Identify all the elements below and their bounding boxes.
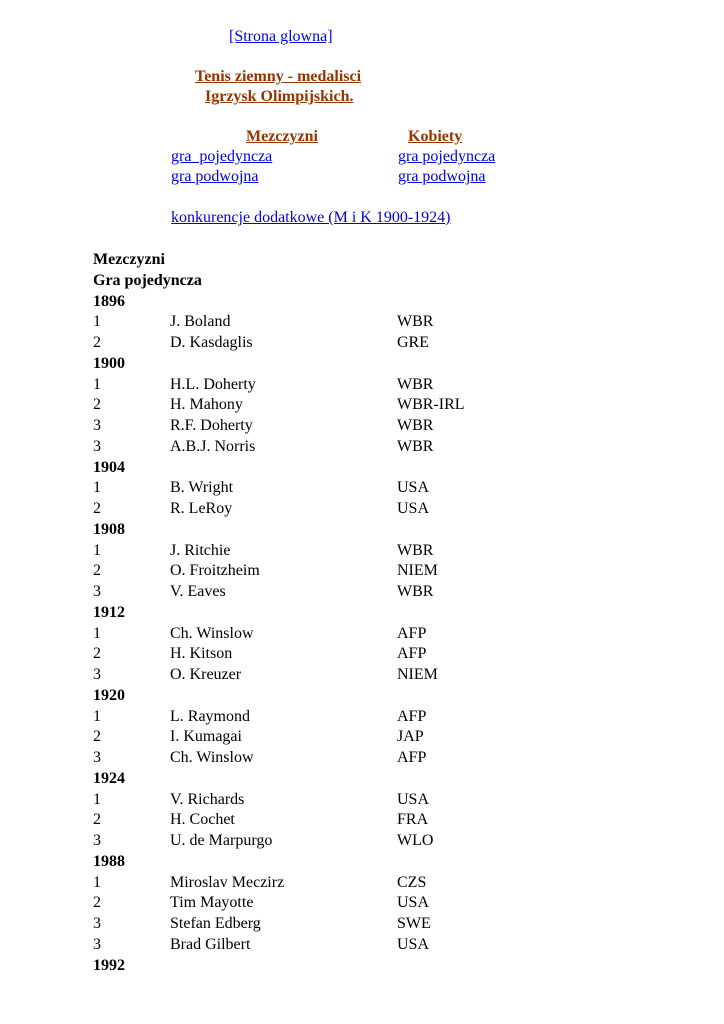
year-heading: [93, 769, 593, 790]
athlete-name: Stefan Edberg: [170, 915, 261, 932]
medalist-row: [93, 437, 593, 458]
medal-place: 2: [93, 811, 101, 829]
section-heading-men: [93, 250, 593, 271]
medal-place: 3: [93, 935, 101, 953]
medal-place: 2: [93, 562, 101, 580]
medal-place: 3: [93, 437, 101, 455]
country-code: FRA: [397, 811, 429, 829]
country-code: USA: [397, 479, 430, 497]
men-doubles-link[interactable]: gra podwojna: [171, 168, 259, 185]
year-heading: [93, 354, 593, 375]
year-label: 1896: [93, 292, 125, 310]
country-code: USA: [397, 500, 430, 517]
athlete-name: V. Eaves: [170, 583, 226, 600]
medal-place: 3: [93, 417, 101, 434]
medal-place: 1: [93, 624, 101, 642]
page-title-line1: Tenis ziemny - medalisci: [195, 68, 362, 85]
country-code: SWE: [397, 915, 431, 932]
medalist-row: [93, 333, 593, 354]
country-code: WBR: [397, 541, 434, 559]
athlete-name: H. Mahony: [170, 396, 243, 414]
country-code: WBR-IRL: [397, 396, 465, 414]
medalist-row: [93, 790, 593, 811]
women-category-header: Kobiety: [408, 128, 463, 145]
medalist-row: [93, 499, 593, 520]
medalist-row: [93, 416, 593, 437]
medalist-row: [93, 541, 593, 562]
athlete-name: I. Kumagai: [170, 728, 242, 746]
country-code: USA: [397, 790, 430, 808]
men-category-header: Mezczyzni: [246, 128, 318, 145]
medal-place: 1: [93, 707, 101, 725]
medal-place: 1: [93, 790, 101, 808]
year-heading: [93, 956, 593, 977]
year-heading: [93, 520, 593, 541]
year-label: 1908: [93, 520, 125, 538]
country-code: AFP: [397, 624, 427, 642]
year-heading: [93, 292, 593, 313]
medalist-row: [93, 561, 593, 582]
year-heading: [93, 686, 593, 707]
country-code: WLO: [397, 832, 434, 849]
country-code: WBR: [397, 313, 434, 331]
athlete-name: L. Raymond: [170, 707, 250, 725]
medal-place: 3: [93, 583, 101, 600]
medal-place: 2: [93, 396, 101, 414]
section-heading-singles-text: Gra pojedyncza: [93, 271, 202, 289]
section-heading-singles: [93, 271, 593, 292]
medalist-row: [93, 312, 593, 333]
medal-place: 2: [93, 500, 101, 517]
medalist-row: [93, 727, 593, 748]
country-code: WBR: [397, 583, 434, 600]
medalist-row: [93, 665, 593, 686]
medalist-row: [93, 624, 593, 645]
medal-place: 3: [93, 915, 101, 932]
athlete-name: J. Ritchie: [170, 541, 231, 559]
results-body: [93, 292, 593, 977]
country-code: JAP: [397, 728, 424, 746]
year-label: 1912: [93, 603, 125, 621]
medal-place: 1: [93, 873, 101, 891]
medalist-row: [93, 707, 593, 728]
year-label: 1920: [93, 686, 125, 704]
athlete-name: U. de Marpurgo: [170, 832, 273, 849]
page-title-line2: Igrzysk Olimpijskich.: [205, 88, 354, 105]
men-singles-link[interactable]: gra pojedyncza: [171, 148, 273, 165]
extra-events-link[interactable]: konkurencje dodatkowe (M i K 1900-1924): [171, 209, 451, 226]
medal-place: 1: [93, 313, 101, 331]
country-code: WBR: [397, 437, 434, 455]
medal-place: 1: [93, 479, 101, 497]
country-code: AFP: [397, 749, 427, 766]
women-singles-link[interactable]: gra pojedyncza: [398, 148, 496, 165]
section-heading-men-text: Mezczyzni: [93, 251, 165, 268]
medalist-row: [93, 893, 593, 914]
medal-place: 2: [93, 334, 101, 351]
country-code: AFP: [397, 645, 427, 663]
medalist-row: [93, 914, 593, 935]
medalist-row: [93, 375, 593, 396]
medal-place: 3: [93, 666, 101, 683]
athlete-name: V. Richards: [170, 790, 245, 808]
country-code: WBR: [397, 375, 434, 393]
athlete-name: D. Kasdaglis: [170, 334, 253, 351]
athlete-name: R.F. Doherty: [170, 417, 253, 434]
athlete-name: H.L. Doherty: [170, 375, 256, 393]
year-label: 1992: [93, 956, 125, 974]
country-code: GRE: [397, 334, 429, 351]
medal-place: 2: [93, 728, 101, 746]
medal-place: 2: [93, 894, 101, 912]
medalist-row: [93, 748, 593, 769]
year-label: 1988: [93, 852, 125, 870]
country-code: CZS: [397, 873, 427, 891]
athlete-name: Ch. Winslow: [170, 749, 254, 766]
year-label: 1900: [93, 354, 125, 372]
year-heading: [93, 458, 593, 479]
athlete-name: O. Kreuzer: [170, 666, 242, 683]
medalist-row: [93, 831, 593, 852]
medalist-row: [93, 935, 593, 956]
athlete-name: A.B.J. Norris: [170, 437, 256, 455]
medal-place: 3: [93, 832, 101, 849]
country-code: NIEM: [397, 562, 438, 580]
medalist-row: [93, 810, 593, 831]
year-heading: [93, 852, 593, 873]
athlete-name: H. Cochet: [170, 811, 235, 829]
athlete-name: J. Boland: [170, 313, 231, 331]
country-code: USA: [397, 894, 430, 912]
medal-table: [93, 250, 593, 976]
athlete-name: B. Wright: [170, 479, 234, 497]
medal-place: 1: [93, 375, 101, 393]
athlete-name: Brad Gilbert: [170, 935, 251, 953]
athlete-name: Ch. Winslow: [170, 624, 254, 642]
athlete-name: H. Kitson: [170, 645, 233, 663]
medalist-row: [93, 644, 593, 665]
medal-place: 3: [93, 749, 101, 766]
medalist-row: [93, 873, 593, 894]
athlete-name: O. Froitzheim: [170, 562, 260, 580]
medalist-row: [93, 582, 593, 603]
athlete-name: Miroslav Meczirz: [170, 873, 285, 891]
medalist-row: [93, 395, 593, 416]
home-link[interactable]: [Strona glowna]: [229, 28, 333, 45]
country-code: AFP: [397, 707, 427, 725]
country-code: USA: [397, 935, 430, 953]
country-code: NIEM: [397, 666, 438, 683]
women-doubles-link[interactable]: gra podwojna: [398, 168, 486, 185]
athlete-name: Tim Mayotte: [170, 894, 254, 912]
medal-place: 1: [93, 541, 101, 559]
year-heading: [93, 603, 593, 624]
country-code: WBR: [397, 417, 434, 434]
medalist-row: [93, 478, 593, 499]
year-label: 1924: [93, 769, 125, 787]
athlete-name: R. LeRoy: [170, 500, 233, 517]
medal-place: 2: [93, 645, 101, 663]
year-label: 1904: [93, 458, 125, 476]
